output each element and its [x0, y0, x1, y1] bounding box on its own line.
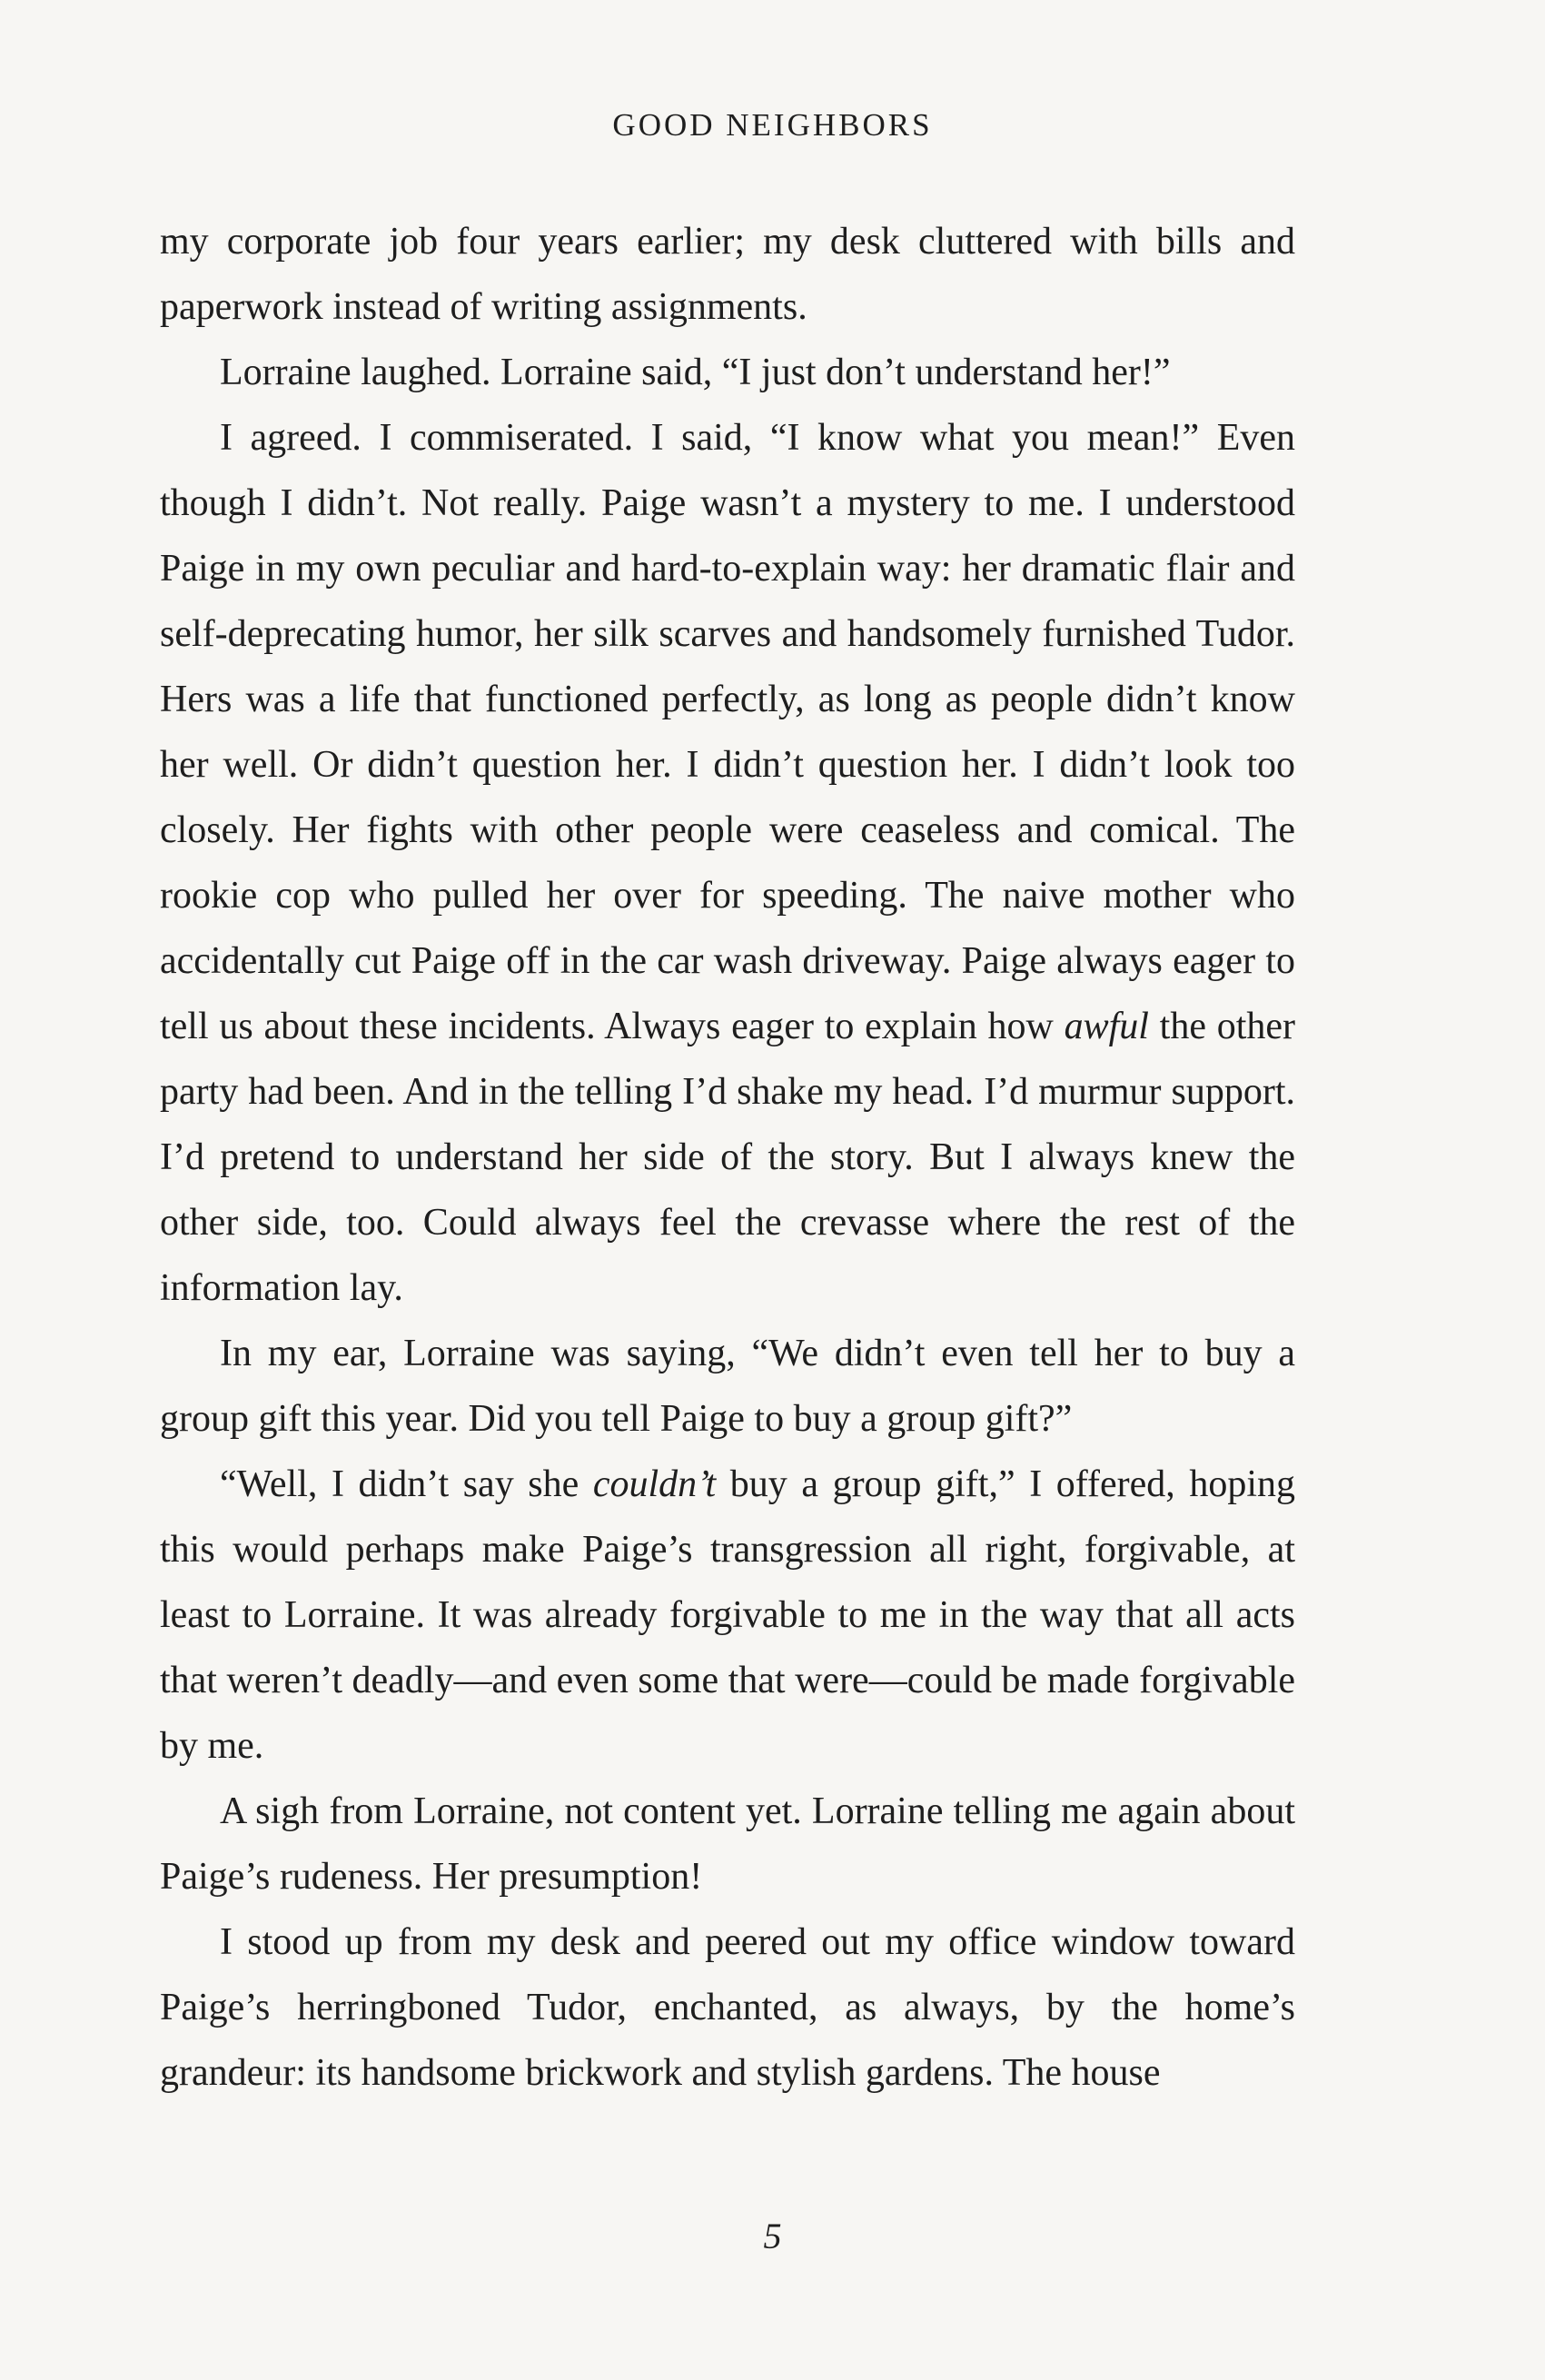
running-head: GOOD NEIGHBORS	[612, 107, 933, 143]
text-run: In my ear, Lorraine was saying, “We didn’t even tell her to buy a group gift this year. Did you tell Paige to buy a group gift?”	[160, 1333, 1295, 1440]
paragraph	[160, 1452, 1295, 1779]
text-run: A sigh from Lorraine, not content yet. Lorraine telling me again about Paige’s rudeness. Her presumption!	[160, 1790, 1295, 1898]
paragraph	[160, 405, 1295, 1321]
text-run: my corporate job four years earlier; my desk cluttered with bills and paperwork instead of writing assignments.	[160, 221, 1295, 328]
paragraph	[160, 1779, 1295, 1909]
text-run: I stood up from my desk and peered out my office window toward Paige’s herringboned Tudor, enchanted, as always, by the home’s grandeur: its handsome brickwork and stylish gardens. The house	[160, 1921, 1295, 2094]
text-run: Lorraine laughed. Lorraine said, “I just don’t understand her!”	[220, 352, 1171, 393]
paragraph	[160, 340, 1295, 405]
paragraph	[160, 1321, 1295, 1452]
italic-text-run: awful	[1064, 1006, 1149, 1047]
italic-text-run: couldn’t	[592, 1463, 717, 1505]
body-text	[160, 209, 1295, 2106]
text-run: I agreed. I commiserated. I said, “I know what you mean!” Even though I didn’t. Not really. Paige wasn’t a mystery to me. I understood Paige in my own peculiar and hard-to-explain way: her dramatic flair and self-deprecating humor, her silk scarves and handsomely furnished Tudor. Hers was a life that functioned perfectly, as long as people didn’t know her well. Or didn’t question her. I didn’t question her. I didn’t look too closely. Her fights with other people were ceaseless and comical. The rookie cop who pulled her over for speeding. The naive mother who accidentally cut Paige off in the car wash driveway. Paige always eager to tell us about these incidents. Always eager to explain how	[160, 417, 1295, 1047]
text-run: the other party had been. And in the telling I’d shake my head. I’d murmur support. I’d pretend to understand her side of the story. But I always knew the other side, too. Could always feel the crevasse where the rest of the information lay.	[160, 1006, 1295, 1309]
text-run: “Well, I didn’t say she	[220, 1463, 593, 1505]
paragraph	[160, 1909, 1295, 2106]
text-run: buy a group gift,” I offered, hoping this would perhaps make Paige’s transgression all right, forgivable, at least to Lorraine. It was already forgivable to me in the way that all acts that weren’t deadly—and even some that were—could be made forgivable by me.	[160, 1463, 1295, 1767]
page-number: 5	[763, 2216, 782, 2256]
paragraph	[160, 209, 1295, 340]
